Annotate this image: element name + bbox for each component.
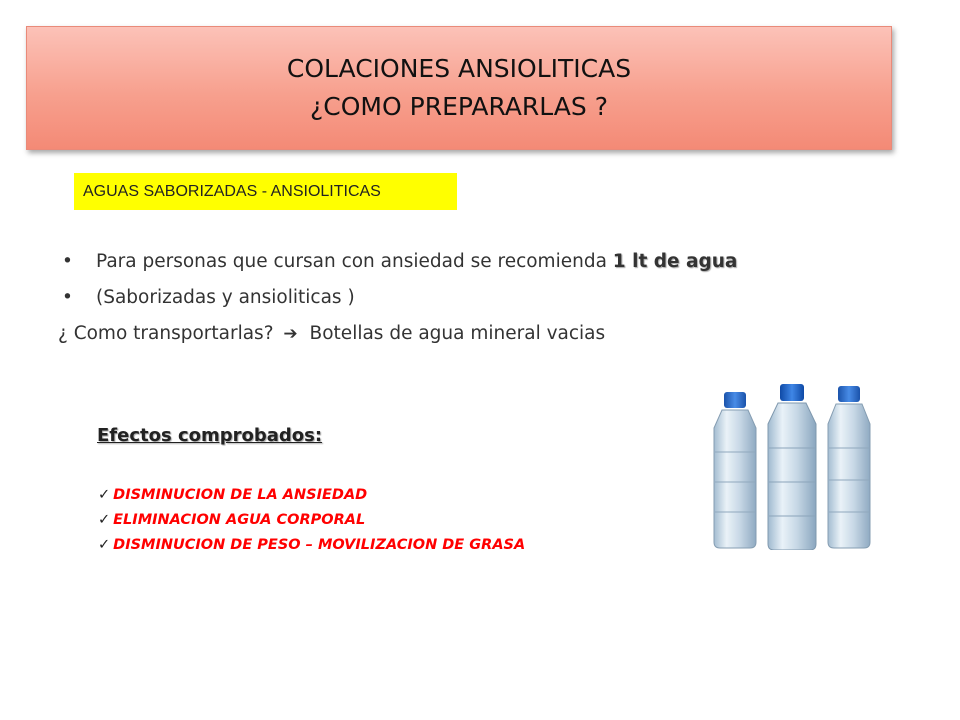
bullet-icon: • <box>62 287 73 308</box>
bottle-left <box>714 392 756 548</box>
bullet-list <box>58 244 862 352</box>
effect-text: DISMINUCION DE PESO – MOVILIZACION DE GRASA <box>113 537 526 553</box>
bottle-right <box>828 386 870 548</box>
list-item <box>98 533 525 558</box>
bullet-item <box>62 244 862 280</box>
list-item <box>98 483 525 508</box>
title-box <box>26 26 892 150</box>
bullet-icon: • <box>62 251 73 272</box>
checkmark-icon: ✓ <box>98 537 111 553</box>
bottle-middle <box>768 384 816 550</box>
checkmark-icon: ✓ <box>98 487 111 503</box>
effects-list <box>98 483 525 558</box>
transport-answer: Botellas de agua mineral vacias <box>309 323 606 344</box>
transport-question: ¿ Como transportarlas? <box>58 323 274 344</box>
title-line-2: ¿COMO PREPARARLAS ? <box>310 92 608 121</box>
water-bottles-image <box>702 382 880 550</box>
bullet-text: (Saborizadas y ansioliticas ) <box>96 287 355 308</box>
effect-text: DISMINUCION DE LA ANSIEDAD <box>113 487 368 503</box>
list-item <box>98 508 525 533</box>
effects-title: Efectos comprobados: <box>97 425 323 446</box>
title-line-1: COLACIONES ANSIOLITICAS <box>286 54 632 83</box>
section-tag: AGUAS SABORIZADAS - ANSIOLITICAS <box>74 173 457 210</box>
checkmark-icon: ✓ <box>98 512 111 528</box>
effect-text: ELIMINACION AGUA CORPORAL <box>113 512 366 528</box>
transport-line <box>58 316 862 352</box>
bullet-item <box>62 280 862 316</box>
arrow-right-icon: ➔ <box>283 324 298 344</box>
bullet-text: Para personas que cursan con ansiedad se recomienda <box>96 251 613 272</box>
bullet-highlight: 1 lt de agua <box>612 251 738 272</box>
